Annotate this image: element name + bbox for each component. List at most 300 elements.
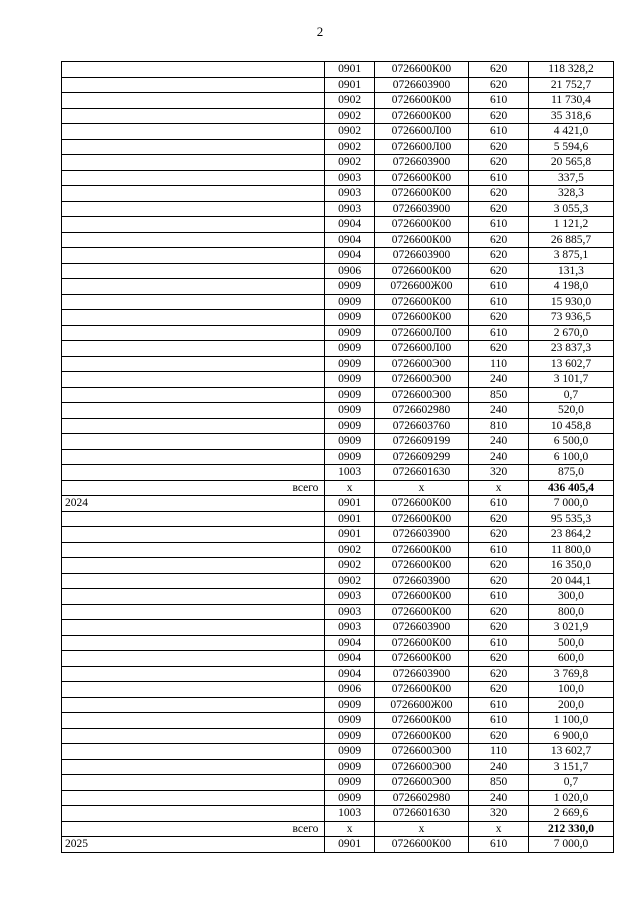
target-article-cell: 0726600К00 — [374, 511, 468, 527]
expense-type-cell: 610 — [469, 713, 529, 729]
expense-type-cell: 620 — [469, 62, 529, 78]
amount-cell: 5 594,6 — [528, 139, 613, 155]
table-row — [62, 62, 614, 78]
target-article-cell: 0726603900 — [374, 527, 468, 543]
section-code-cell: 0903 — [325, 620, 374, 636]
amount-cell: 100,0 — [528, 682, 613, 698]
table-row — [62, 139, 614, 155]
table-row — [62, 589, 614, 605]
table-row — [62, 108, 614, 124]
expense-type-cell: 610 — [469, 124, 529, 140]
amount-cell: 6 100,0 — [528, 449, 613, 465]
year-cell: всего — [62, 821, 325, 837]
expense-type-cell: 620 — [469, 201, 529, 217]
section-code-cell: 0901 — [325, 837, 374, 853]
expense-type-cell: 610 — [469, 294, 529, 310]
section-code-cell: 0909 — [325, 697, 374, 713]
target-article-cell: x — [374, 821, 468, 837]
table-row — [62, 310, 614, 326]
amount-cell: 1 121,2 — [528, 217, 613, 233]
target-article-cell: 0726600К00 — [374, 558, 468, 574]
amount-cell: 800,0 — [528, 604, 613, 620]
year-cell — [62, 465, 325, 481]
expense-type-cell: 610 — [469, 635, 529, 651]
amount-cell: 875,0 — [528, 465, 613, 481]
year-cell — [62, 790, 325, 806]
expense-type-cell: 620 — [469, 155, 529, 171]
section-code-cell: 0909 — [325, 759, 374, 775]
section-code-cell: 0904 — [325, 651, 374, 667]
section-code-cell: 0904 — [325, 666, 374, 682]
year-cell — [62, 124, 325, 140]
table-row — [62, 124, 614, 140]
budget-table-body — [62, 62, 614, 853]
year-cell — [62, 744, 325, 760]
expense-type-cell: 620 — [469, 186, 529, 202]
year-cell — [62, 186, 325, 202]
target-article-cell: 0726600К00 — [374, 62, 468, 78]
year-cell — [62, 108, 325, 124]
table-row — [62, 186, 614, 202]
expense-type-cell: 610 — [469, 697, 529, 713]
year-cell — [62, 558, 325, 574]
amount-cell: 73 936,5 — [528, 310, 613, 326]
section-code-cell: 0901 — [325, 62, 374, 78]
target-article-cell: 0726600Л00 — [374, 124, 468, 140]
table-row — [62, 620, 614, 636]
table-row — [62, 558, 614, 574]
section-code-cell: 0901 — [325, 511, 374, 527]
table-row — [62, 170, 614, 186]
year-cell — [62, 620, 325, 636]
amount-cell: 300,0 — [528, 589, 613, 605]
target-article-cell: 0726600Э00 — [374, 759, 468, 775]
target-article-cell: 0726603900 — [374, 155, 468, 171]
section-code-cell: 0902 — [325, 542, 374, 558]
target-article-cell: 0726603900 — [374, 573, 468, 589]
year-cell — [62, 372, 325, 388]
expense-type-cell: 620 — [469, 511, 529, 527]
table-row — [62, 635, 614, 651]
section-code-cell: 0909 — [325, 279, 374, 295]
amount-cell: 0,7 — [528, 387, 613, 403]
expense-type-cell: 610 — [469, 93, 529, 109]
target-article-cell: 0726603760 — [374, 418, 468, 434]
expense-type-cell: 610 — [469, 837, 529, 853]
expense-type-cell: 240 — [469, 434, 529, 450]
expense-type-cell: x — [469, 821, 529, 837]
amount-cell: 21 752,7 — [528, 77, 613, 93]
year-cell — [62, 325, 325, 341]
expense-type-cell: 620 — [469, 527, 529, 543]
amount-cell: 35 318,6 — [528, 108, 613, 124]
target-article-cell: 0726603900 — [374, 201, 468, 217]
target-article-cell: 0726600К00 — [374, 263, 468, 279]
amount-cell: 118 328,2 — [528, 62, 613, 78]
expense-type-cell: x — [469, 480, 529, 496]
section-code-cell: 0909 — [325, 713, 374, 729]
year-cell — [62, 279, 325, 295]
target-article-cell: 0726603900 — [374, 620, 468, 636]
expense-type-cell: 620 — [469, 728, 529, 744]
target-article-cell: 0726600К00 — [374, 589, 468, 605]
amount-cell: 95 535,3 — [528, 511, 613, 527]
amount-cell: 20 044,1 — [528, 573, 613, 589]
target-article-cell: 0726600К00 — [374, 170, 468, 186]
table-row — [62, 434, 614, 450]
amount-cell: 500,0 — [528, 635, 613, 651]
section-code-cell: 0902 — [325, 573, 374, 589]
target-article-cell: 0726600К00 — [374, 728, 468, 744]
table-row — [62, 403, 614, 419]
amount-cell: 436 405,4 — [528, 480, 613, 496]
amount-cell: 23 837,3 — [528, 341, 613, 357]
expense-type-cell: 240 — [469, 790, 529, 806]
year-cell — [62, 697, 325, 713]
section-code-cell: 0904 — [325, 232, 374, 248]
target-article-cell: 0726600К00 — [374, 713, 468, 729]
table-row — [62, 790, 614, 806]
target-article-cell: 0726600Л00 — [374, 341, 468, 357]
table-row — [62, 775, 614, 791]
target-article-cell: 0726600К00 — [374, 604, 468, 620]
section-code-cell: x — [325, 480, 374, 496]
section-code-cell: 0902 — [325, 108, 374, 124]
expense-type-cell: 610 — [469, 589, 529, 605]
amount-cell: 200,0 — [528, 697, 613, 713]
target-article-cell: 0726609199 — [374, 434, 468, 450]
year-cell — [62, 93, 325, 109]
expense-type-cell: 620 — [469, 682, 529, 698]
amount-cell: 2 669,6 — [528, 806, 613, 822]
expense-type-cell: 110 — [469, 356, 529, 372]
amount-cell: 13 602,7 — [528, 356, 613, 372]
table-row — [62, 325, 614, 341]
amount-cell: 3 055,3 — [528, 201, 613, 217]
table-row — [62, 604, 614, 620]
amount-cell: 6 900,0 — [528, 728, 613, 744]
amount-cell: 7 000,0 — [528, 496, 613, 512]
expense-type-cell: 620 — [469, 666, 529, 682]
target-article-cell: 0726600К00 — [374, 682, 468, 698]
amount-cell: 1 020,0 — [528, 790, 613, 806]
target-article-cell: 0726600Э00 — [374, 372, 468, 388]
section-code-cell: 0909 — [325, 372, 374, 388]
target-article-cell: 0726602980 — [374, 403, 468, 419]
section-code-cell: 0909 — [325, 449, 374, 465]
amount-cell: 2 670,0 — [528, 325, 613, 341]
expense-type-cell: 620 — [469, 263, 529, 279]
amount-cell: 3 151,7 — [528, 759, 613, 775]
amount-cell: 3 875,1 — [528, 248, 613, 264]
year-cell — [62, 806, 325, 822]
year-cell — [62, 728, 325, 744]
target-article-cell: x — [374, 480, 468, 496]
target-article-cell: 0726600К00 — [374, 217, 468, 233]
target-article-cell: 0726601630 — [374, 465, 468, 481]
table-row — [62, 341, 614, 357]
table-row — [62, 527, 614, 543]
amount-cell: 20 565,8 — [528, 155, 613, 171]
section-code-cell: 0909 — [325, 790, 374, 806]
amount-cell: 212 330,0 — [528, 821, 613, 837]
year-cell — [62, 589, 325, 605]
section-code-cell: 0903 — [325, 186, 374, 202]
year-cell — [62, 387, 325, 403]
target-article-cell: 0726600Ж00 — [374, 279, 468, 295]
section-code-cell: 0909 — [325, 325, 374, 341]
table-row — [62, 356, 614, 372]
table-row — [62, 682, 614, 698]
amount-cell: 4 198,0 — [528, 279, 613, 295]
section-code-cell: 0902 — [325, 155, 374, 171]
table-row — [62, 93, 614, 109]
table-row — [62, 465, 614, 481]
table-row — [62, 263, 614, 279]
section-code-cell: 0902 — [325, 93, 374, 109]
amount-cell: 328,3 — [528, 186, 613, 202]
table-row — [62, 573, 614, 589]
amount-cell: 337,5 — [528, 170, 613, 186]
target-article-cell: 0726600К00 — [374, 496, 468, 512]
section-code-cell: 0909 — [325, 356, 374, 372]
section-code-cell: 0909 — [325, 341, 374, 357]
year-cell — [62, 310, 325, 326]
section-code-cell: 0904 — [325, 217, 374, 233]
amount-cell: 6 500,0 — [528, 434, 613, 450]
table-row — [62, 248, 614, 264]
year-cell — [62, 666, 325, 682]
section-code-cell: 0904 — [325, 248, 374, 264]
table-row — [62, 201, 614, 217]
year-cell — [62, 263, 325, 279]
section-code-cell: 0909 — [325, 418, 374, 434]
year-cell — [62, 635, 325, 651]
target-article-cell: 0726602980 — [374, 790, 468, 806]
target-article-cell: 0726600К00 — [374, 635, 468, 651]
target-article-cell: 0726600К00 — [374, 232, 468, 248]
expense-type-cell: 240 — [469, 403, 529, 419]
table-row — [62, 759, 614, 775]
total-row — [62, 480, 614, 496]
expense-type-cell: 620 — [469, 651, 529, 667]
expense-type-cell: 620 — [469, 310, 529, 326]
target-article-cell: 0726603900 — [374, 248, 468, 264]
target-article-cell: 0726600К00 — [374, 651, 468, 667]
expense-type-cell: 610 — [469, 170, 529, 186]
amount-cell: 23 864,2 — [528, 527, 613, 543]
target-article-cell: 0726603900 — [374, 77, 468, 93]
section-code-cell: 0901 — [325, 77, 374, 93]
section-code-cell: 0909 — [325, 310, 374, 326]
target-article-cell: 0726600Э00 — [374, 387, 468, 403]
amount-cell: 3 101,7 — [528, 372, 613, 388]
year-cell — [62, 403, 325, 419]
section-code-cell: 0909 — [325, 744, 374, 760]
year-cell — [62, 651, 325, 667]
year-cell — [62, 341, 325, 357]
target-article-cell: 0726600Э00 — [374, 356, 468, 372]
expense-type-cell: 850 — [469, 775, 529, 791]
expense-type-cell: 320 — [469, 806, 529, 822]
section-code-cell: 0903 — [325, 589, 374, 605]
total-row — [62, 821, 614, 837]
year-cell — [62, 294, 325, 310]
year-cell — [62, 155, 325, 171]
expense-type-cell: 620 — [469, 341, 529, 357]
expense-type-cell: 620 — [469, 604, 529, 620]
expense-type-cell: 610 — [469, 542, 529, 558]
expense-type-cell: 810 — [469, 418, 529, 434]
section-code-cell: 0904 — [325, 635, 374, 651]
year-cell — [62, 201, 325, 217]
amount-cell: 1 100,0 — [528, 713, 613, 729]
amount-cell: 4 421,0 — [528, 124, 613, 140]
year-cell — [62, 759, 325, 775]
amount-cell: 7 000,0 — [528, 837, 613, 853]
section-code-cell: 1003 — [325, 806, 374, 822]
table-row — [62, 806, 614, 822]
section-code-cell: 0902 — [325, 124, 374, 140]
year-cell — [62, 604, 325, 620]
table-row — [62, 728, 614, 744]
section-code-cell: 0909 — [325, 387, 374, 403]
table-row — [62, 837, 614, 853]
year-cell — [62, 62, 325, 78]
expense-type-cell: 850 — [469, 387, 529, 403]
amount-cell: 15 930,0 — [528, 294, 613, 310]
table-row — [62, 217, 614, 233]
table-row — [62, 155, 614, 171]
page-number: 2 — [316, 24, 324, 39]
section-code-cell: 0906 — [325, 263, 374, 279]
year-cell — [62, 542, 325, 558]
section-code-cell: 0909 — [325, 728, 374, 744]
amount-cell: 3 769,8 — [528, 666, 613, 682]
target-article-cell: 0726600К00 — [374, 294, 468, 310]
year-cell — [62, 77, 325, 93]
section-code-cell: 0909 — [325, 294, 374, 310]
amount-cell: 3 021,9 — [528, 620, 613, 636]
expense-type-cell: 620 — [469, 558, 529, 574]
target-article-cell: 0726600Л00 — [374, 325, 468, 341]
table-row — [62, 77, 614, 93]
table-row — [62, 279, 614, 295]
section-code-cell: 0903 — [325, 201, 374, 217]
year-cell — [62, 775, 325, 791]
target-article-cell: 0726600Ж00 — [374, 697, 468, 713]
expense-type-cell: 610 — [469, 496, 529, 512]
section-code-cell: 1003 — [325, 465, 374, 481]
year-cell — [62, 356, 325, 372]
budget-table — [61, 61, 614, 853]
year-cell — [62, 527, 325, 543]
expense-type-cell: 620 — [469, 248, 529, 264]
expense-type-cell: 610 — [469, 325, 529, 341]
year-cell — [62, 232, 325, 248]
amount-cell: 10 458,8 — [528, 418, 613, 434]
section-code-cell: 0903 — [325, 604, 374, 620]
table-row — [62, 651, 614, 667]
section-code-cell: 0906 — [325, 682, 374, 698]
expense-type-cell: 620 — [469, 139, 529, 155]
year-cell — [62, 217, 325, 233]
table-row — [62, 449, 614, 465]
table-row — [62, 496, 614, 512]
year-cell — [62, 573, 325, 589]
target-article-cell: 0726600К00 — [374, 542, 468, 558]
amount-cell: 26 885,7 — [528, 232, 613, 248]
table-row — [62, 666, 614, 682]
expense-type-cell: 620 — [469, 573, 529, 589]
target-article-cell: 0726609299 — [374, 449, 468, 465]
target-article-cell: 0726600К00 — [374, 310, 468, 326]
year-cell — [62, 139, 325, 155]
table-row — [62, 372, 614, 388]
table-row — [62, 232, 614, 248]
expense-type-cell: 320 — [469, 465, 529, 481]
section-code-cell: 0909 — [325, 403, 374, 419]
target-article-cell: 0726600К00 — [374, 837, 468, 853]
expense-type-cell: 620 — [469, 232, 529, 248]
target-article-cell: 0726600К00 — [374, 186, 468, 202]
expense-type-cell: 610 — [469, 217, 529, 233]
year-cell — [62, 449, 325, 465]
table-row — [62, 294, 614, 310]
table-row — [62, 542, 614, 558]
section-code-cell: 0902 — [325, 139, 374, 155]
expense-type-cell: 240 — [469, 372, 529, 388]
section-code-cell: 0903 — [325, 170, 374, 186]
year-cell: 2025 — [62, 837, 325, 853]
year-cell: 2024 — [62, 496, 325, 512]
year-cell — [62, 511, 325, 527]
expense-type-cell: 620 — [469, 108, 529, 124]
amount-cell: 0,7 — [528, 775, 613, 791]
year-cell — [62, 434, 325, 450]
section-code-cell: 0902 — [325, 558, 374, 574]
year-cell — [62, 682, 325, 698]
amount-cell: 16 350,0 — [528, 558, 613, 574]
target-article-cell: 0726603900 — [374, 666, 468, 682]
expense-type-cell: 610 — [469, 279, 529, 295]
table-row — [62, 511, 614, 527]
expense-type-cell: 620 — [469, 620, 529, 636]
amount-cell: 131,3 — [528, 263, 613, 279]
section-code-cell: 0909 — [325, 434, 374, 450]
amount-cell: 520,0 — [528, 403, 613, 419]
target-article-cell: 0726600К00 — [374, 108, 468, 124]
year-cell — [62, 713, 325, 729]
expense-type-cell: 240 — [469, 449, 529, 465]
target-article-cell: 0726600К00 — [374, 93, 468, 109]
target-article-cell: 0726600Л00 — [374, 139, 468, 155]
expense-type-cell: 240 — [469, 759, 529, 775]
amount-cell: 11 730,4 — [528, 93, 613, 109]
amount-cell: 13 602,7 — [528, 744, 613, 760]
target-article-cell: 0726601630 — [374, 806, 468, 822]
target-article-cell: 0726600Э00 — [374, 775, 468, 791]
year-cell: всего — [62, 480, 325, 496]
table-row — [62, 387, 614, 403]
section-code-cell: 0901 — [325, 496, 374, 512]
table-row — [62, 418, 614, 434]
expense-type-cell: 110 — [469, 744, 529, 760]
table-row — [62, 697, 614, 713]
year-cell — [62, 248, 325, 264]
expense-type-cell: 620 — [469, 77, 529, 93]
table-row — [62, 713, 614, 729]
